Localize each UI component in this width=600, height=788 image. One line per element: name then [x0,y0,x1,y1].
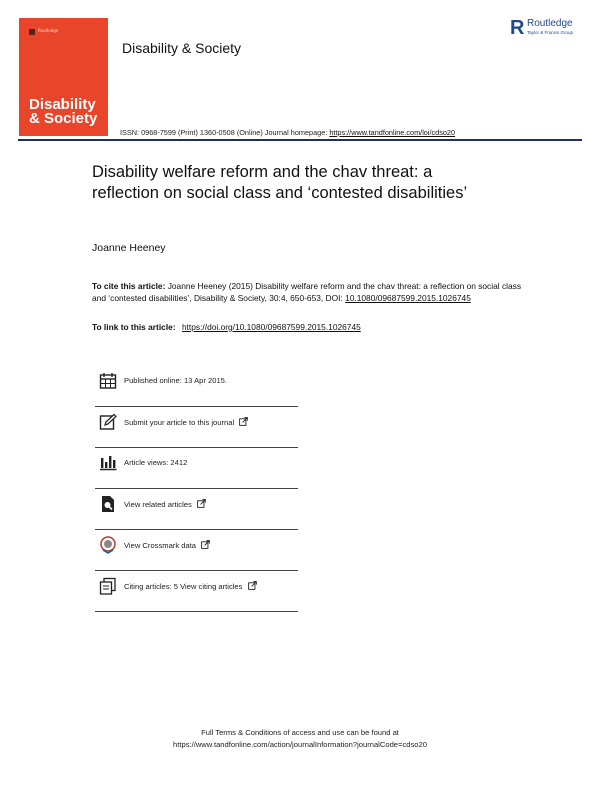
journal-cover [19,18,108,136]
citing-articles-item[interactable] [95,571,298,612]
crossmark-link[interactable] [124,540,210,550]
cover-title [29,98,107,126]
crossmark-item[interactable] [95,530,298,571]
submit-article-item[interactable] [95,407,298,448]
crossmark-icon [99,536,117,554]
journal-name: Disability & Society [122,40,242,56]
article-author: Joanne Heeney [92,242,166,254]
cover-title-line1: Disability [29,96,96,113]
external-link-icon [239,417,248,426]
footer-line1: Full Terms & Conditions of access and use can be found at [201,728,399,737]
related-articles-item[interactable] [95,489,298,530]
cover-publisher-mark: Routledge [38,28,59,33]
article-meta-list [95,366,298,612]
external-link-icon [201,540,210,549]
footer-terms-link[interactable]: https://www.tandfonline.com/action/journalInformation?journalCode=cdso20 [173,740,427,749]
submit-article-text: Submit your article to this journal [124,418,235,427]
cover-title-line2: & Society [29,110,98,127]
citation-text: Joanne Heeney (2015) Disability welfare reform and the chav threat: a reflection on social class and ‘contested disabilities’, Disability & Society, 30:4, 650-653, DOI: [92,281,522,303]
issn-text: ISSN: 0968-7599 (Print) 1360-0508 (Online) Journal homepage: [120,128,328,137]
bar-chart-icon [99,454,117,472]
citation-block [92,281,532,304]
article-views-item [95,448,298,489]
external-link-icon [197,499,206,508]
terms-footer [0,727,600,751]
related-articles-text: View related articles [124,500,192,509]
citation-doi-link[interactable]: 10.1080/09687599.2015.1026745 [345,292,471,303]
published-online-text: Published online: 13 Apr 2015. [124,376,228,385]
submit-icon [99,413,117,431]
journal-homepage-link[interactable]: https://www.tandfonline.com/loi/cdso20 [329,128,456,137]
citing-articles-text: Citing articles: 5 View citing articles [124,582,243,591]
article-title: Disability welfare reform and the chav threat: a reflection on social class and ‘contested disabilities’ [92,163,468,202]
link-label: To link to this article: [92,322,176,332]
routledge-mark-icon [29,29,35,35]
article-link-block [92,322,532,332]
citing-articles-link[interactable] [124,581,257,591]
crossmark-text: View Crossmark data [124,541,197,550]
citation-label: To cite this article: [92,281,166,291]
issn-line [120,128,455,137]
citing-articles-icon [99,577,117,595]
publisher-name: Routledge [527,18,573,29]
publisher-tagline: Taylor & Francis Group [527,30,574,35]
header-divider [18,139,582,141]
publisher-logo [510,18,590,42]
article-views-text: Article views: 2412 [124,458,188,467]
article-doi-url[interactable]: https://doi.org/10.1080/09687599.2015.1026745 [181,322,361,332]
external-link-icon [248,581,257,590]
meta-divider [95,611,298,612]
related-articles-icon [99,495,117,513]
routledge-logo-icon: R [510,17,525,39]
published-online-item [95,366,298,407]
calendar-icon [99,372,117,390]
related-articles-link[interactable] [124,499,206,509]
submit-article-link[interactable] [124,417,248,427]
